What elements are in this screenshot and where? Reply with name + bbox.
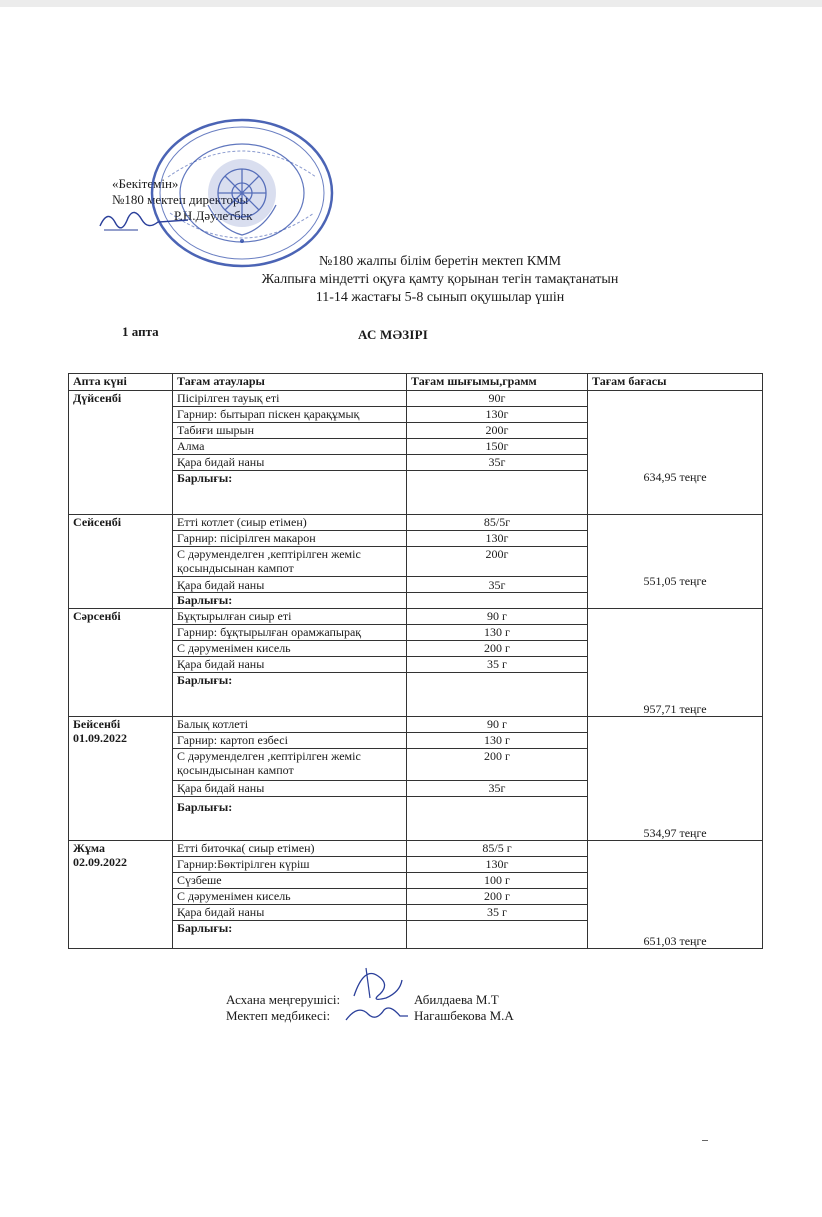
col-header-dish: Тағам атаулары — [173, 374, 407, 391]
table-row — [69, 609, 763, 625]
document-header — [200, 253, 680, 307]
price-value: 957,71 теңге — [643, 702, 707, 716]
dish-portion: 200 г — [407, 749, 588, 781]
top-bar — [0, 0, 822, 7]
dish-portion: 85/5г — [407, 515, 588, 531]
price-cell-tuesday — [588, 515, 763, 609]
page-mark — [702, 1140, 708, 1141]
col-header-price: Тағам бағасы — [588, 374, 763, 391]
week-label: 1 апта — [122, 324, 159, 339]
day-name: Дүйсенбі — [73, 391, 122, 405]
dish-name: Етті котлет (сиыр етімен) — [173, 515, 407, 531]
dish-portion: 35г — [407, 781, 588, 797]
dish-name: Алма — [173, 439, 407, 455]
total-label: Барлығы: — [173, 593, 407, 609]
dish-portion: 130 г — [407, 733, 588, 749]
official-seal-stamp — [148, 117, 336, 270]
dish-portion: 90г — [407, 391, 588, 407]
dish-portion: 200г — [407, 423, 588, 439]
dish-portion: 85/5 г — [407, 841, 588, 857]
dish-portion: 35 г — [407, 905, 588, 921]
dish-portion: 130г — [407, 531, 588, 547]
school-name: №180 жалпы білім беретін мектеп КММ — [318, 254, 562, 269]
dish-name: Қара бидай наны — [173, 577, 407, 593]
fund-line: Жалпыға міндетті оқуға қамту қорынан тегін тамақтанатын — [261, 272, 619, 287]
col-header-portion: Тағам шығымы,грамм — [407, 374, 588, 391]
dish-portion: 130 г — [407, 625, 588, 641]
dish-name: Табиғи шырын — [173, 423, 407, 439]
dish-name: Гарнир:Бөктірілген күріш — [173, 857, 407, 873]
menu-table — [68, 373, 763, 949]
dish-portion: 200 г — [407, 641, 588, 657]
dish-name: Пісірілген тауық еті — [173, 391, 407, 407]
dish-portion: 90 г — [407, 717, 588, 733]
dish-name: Гарнир: картоп езбесі — [173, 733, 407, 749]
day-cell-wednesday — [69, 609, 173, 717]
dish-portion: 100 г — [407, 873, 588, 889]
price-value: 634,95 теңге — [643, 470, 707, 484]
total-portion — [407, 921, 588, 949]
total-label: Барлығы: — [173, 921, 407, 949]
total-portion — [407, 797, 588, 841]
day-cell-monday — [69, 391, 173, 515]
students-line: 11-14 жастағы 5-8 сынып оқушылар үшін — [315, 290, 565, 305]
price-value: 551,05 теңге — [643, 574, 707, 588]
footer-signatures — [226, 992, 514, 1024]
price-value: 534,97 теңге — [643, 826, 707, 840]
table-row — [69, 841, 763, 857]
table-row — [69, 391, 763, 407]
dish-name: С дәруменімен кисель — [173, 641, 407, 657]
dish-portion: 130г — [407, 407, 588, 423]
dish-name: Балық котлеті — [173, 717, 407, 733]
dish-name: С дәруменделген ,кептірілген жеміс қосындысынан кампот — [173, 749, 407, 781]
dish-name: Бұқтырылған сиыр еті — [173, 609, 407, 625]
day-cell-thursday — [69, 717, 173, 841]
day-name: Жұма — [73, 841, 105, 855]
price-cell-friday — [588, 841, 763, 949]
table-header-row — [69, 374, 763, 391]
dish-name: С дәруменімен кисель — [173, 889, 407, 905]
table-row — [69, 515, 763, 531]
day-name: Бейсенбі — [73, 717, 121, 731]
total-portion — [407, 593, 588, 609]
price-cell-thursday — [588, 717, 763, 841]
dish-name: Қара бидай наны — [173, 781, 407, 797]
dish-name: Қара бидай наны — [173, 657, 407, 673]
person-name: Абилдаева М.Т — [414, 992, 499, 1007]
price-value: 651,03 теңге — [643, 934, 707, 948]
director-signature — [98, 200, 190, 236]
col-header-day: Апта күні — [69, 374, 173, 391]
dish-name: Гарнир: бұқтырылған орамжапырақ — [173, 625, 407, 641]
total-portion — [407, 471, 588, 515]
day-cell-friday — [69, 841, 173, 949]
dish-portion: 130г — [407, 857, 588, 873]
price-cell-monday — [588, 391, 763, 515]
dish-portion: 90 г — [407, 609, 588, 625]
dish-portion: 150г — [407, 439, 588, 455]
dish-portion: 200г — [407, 547, 588, 577]
day-name: Сәрсенбі — [73, 609, 121, 623]
dish-name: Етті биточка( сиыр етімен) — [173, 841, 407, 857]
table-row — [69, 717, 763, 733]
approval-line-1: «Бекітемін» — [112, 176, 179, 191]
dish-portion: 35г — [407, 577, 588, 593]
approval-line-3: Р.Н.Дәулетбек — [174, 208, 253, 223]
menu-title: АС МӘЗІРІ — [358, 327, 428, 342]
day-date: 01.09.2022 — [73, 731, 127, 745]
dish-portion: 35г — [407, 455, 588, 471]
dish-name: Сүзбеше — [173, 873, 407, 889]
day-date: 02.09.2022 — [73, 855, 127, 869]
role-label: Асхана меңгерушісі: — [226, 992, 341, 1007]
day-cell-tuesday — [69, 515, 173, 609]
total-portion — [407, 673, 588, 717]
dish-portion: 200 г — [407, 889, 588, 905]
footer-row-nurse — [226, 1008, 514, 1024]
dish-portion: 35 г — [407, 657, 588, 673]
dish-name: Қара бидай наны — [173, 455, 407, 471]
total-label: Барлығы: — [173, 673, 407, 717]
dish-name: Гарнир: пісірілген макарон — [173, 531, 407, 547]
total-label: Барлығы: — [173, 797, 407, 841]
person-name: Нагашбекова М.А — [414, 1008, 514, 1023]
footer-row-kitchen — [226, 992, 514, 1008]
approval-line-2: №180 мектеп директоры — [112, 192, 249, 207]
dish-name: С дәруменделген ,кептірілген жеміс қосындысынан кампот — [173, 547, 407, 577]
dish-name: Қара бидай наны — [173, 905, 407, 921]
dish-name: Гарнир: бытырап піскен қарақұмық — [173, 407, 407, 423]
role-label: Мектеп медбикесі: — [226, 1008, 331, 1023]
total-label: Барлығы: — [173, 471, 407, 515]
price-cell-wednesday — [588, 609, 763, 717]
day-name: Сейсенбі — [73, 515, 122, 529]
